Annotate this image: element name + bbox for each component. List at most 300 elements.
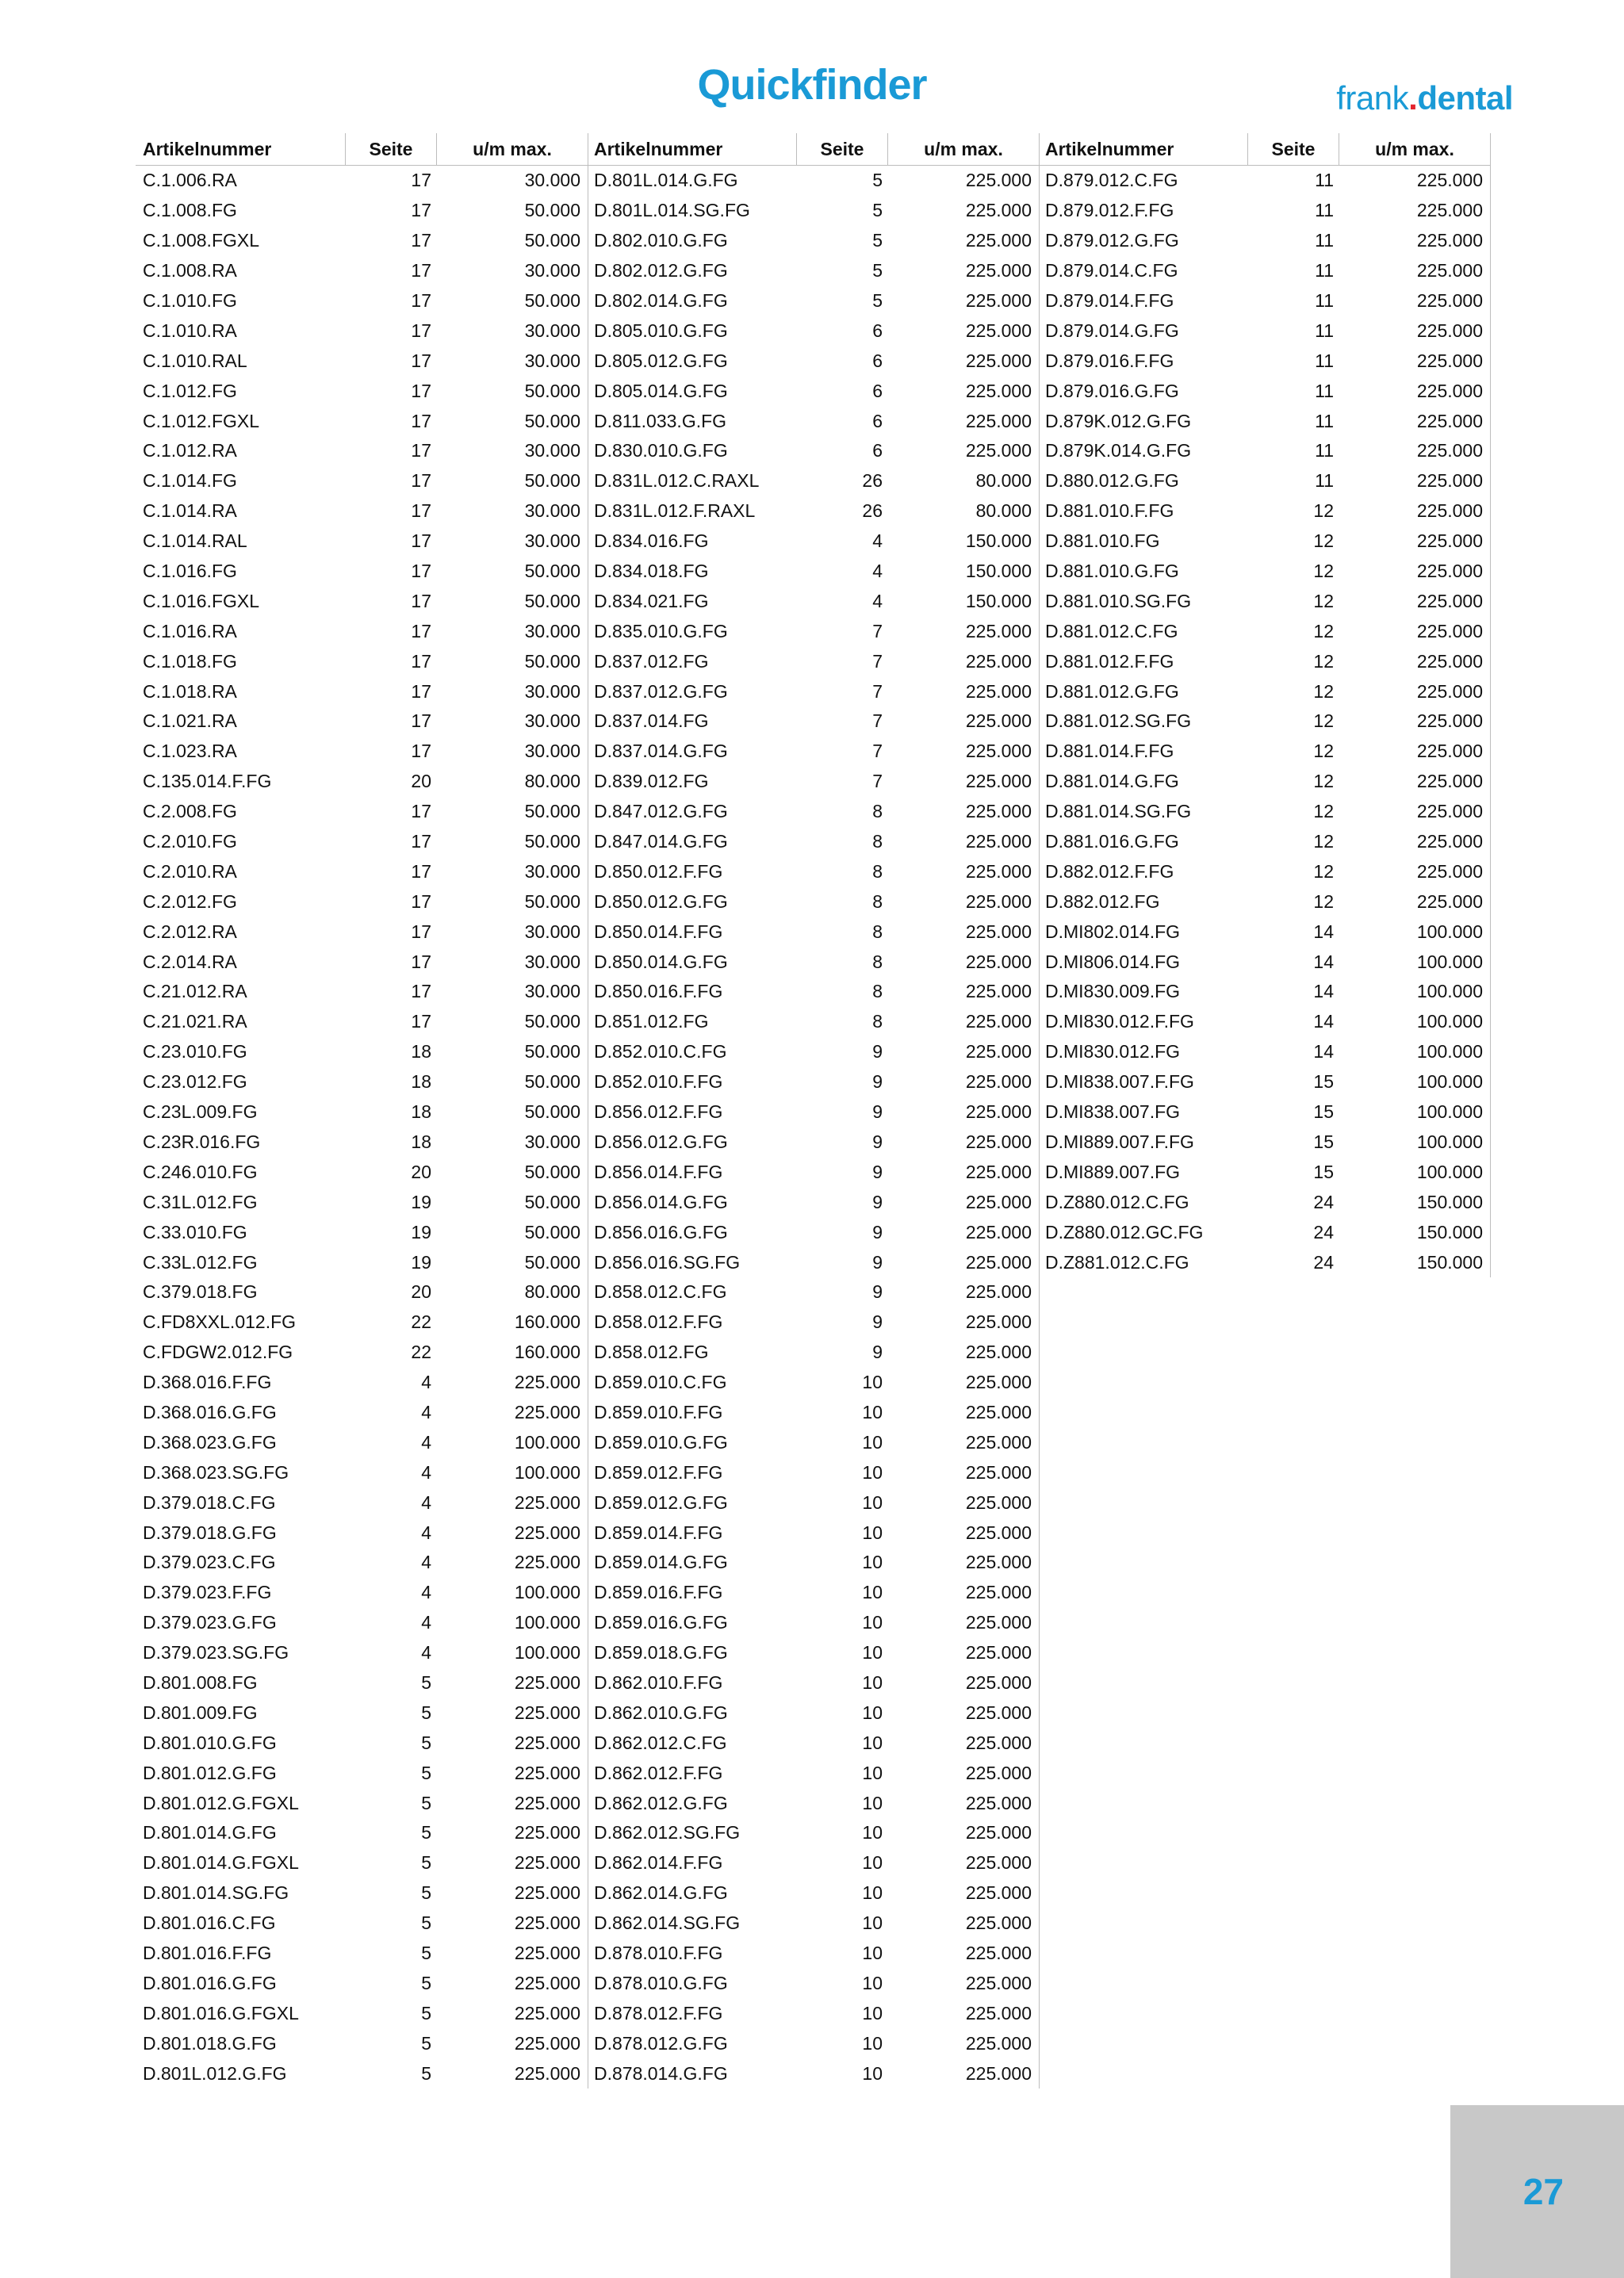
max-rpm-cell: 225.000 (514, 1852, 580, 1874)
page-cell: 10 (862, 1522, 883, 1543)
page-cell: 12 (1313, 710, 1334, 732)
article-number-cell: D.801.016.C.FG (143, 1912, 276, 1934)
max-rpm-cell: 30.000 (524, 680, 580, 702)
max-rpm-cell: 225.000 (1416, 860, 1483, 882)
article-number-cell: D.802.012.G.FG (594, 260, 728, 281)
table-row (136, 1487, 588, 1518)
page-cell: 6 (872, 350, 883, 371)
table-row (1038, 557, 1490, 587)
article-number-cell: C.1.008.FG (143, 200, 237, 221)
article-number-cell: D.879.014.G.FG (1045, 320, 1179, 341)
page-cell: 17 (411, 230, 431, 251)
article-number-cell: D.850.014.F.FG (594, 921, 723, 942)
max-rpm-cell: 225.000 (965, 380, 1032, 401)
table-row (1038, 496, 1490, 526)
page-cell: 9 (872, 1131, 883, 1152)
table-column-2 (587, 133, 1040, 2088)
article-number-cell: D.862.010.G.FG (594, 1702, 728, 1723)
article-number-cell: C.1.014.RAL (143, 530, 247, 552)
page-cell: 18 (411, 1041, 431, 1062)
article-number-cell: D.379.023.C.FG (143, 1552, 276, 1573)
article-number-cell: D.830.010.G.FG (594, 440, 728, 461)
table-row (136, 977, 588, 1007)
article-number-cell: C.1.018.RA (143, 680, 237, 702)
table-row (587, 1638, 1039, 1668)
article-number-cell: D.858.012.FG (594, 1342, 709, 1363)
table-row (136, 1277, 588, 1307)
page-cell: 5 (872, 290, 883, 311)
table-row (136, 1909, 588, 1939)
page-cell: 12 (1313, 590, 1334, 611)
page-cell: 6 (872, 380, 883, 401)
max-rpm-cell: 225.000 (1416, 440, 1483, 461)
table-row (587, 616, 1039, 646)
table-row (136, 1548, 588, 1578)
page-cell: 4 (421, 1491, 431, 1513)
article-number-cell: D.881.010.FG (1045, 530, 1160, 552)
article-number-cell: D.801.018.G.FG (143, 2032, 277, 2054)
article-number-cell: D.847.014.G.FG (594, 831, 728, 852)
table-row (587, 1698, 1039, 1728)
page-cell: 4 (872, 530, 883, 552)
table-row (136, 947, 588, 977)
table-row (587, 1939, 1039, 1969)
max-rpm-cell: 225.000 (514, 1882, 580, 1904)
table-row (587, 1668, 1039, 1698)
max-rpm-cell: 100.000 (1416, 1161, 1483, 1182)
article-number-cell: D.MI830.012.F.FG (1045, 1011, 1194, 1032)
table-row (587, 947, 1039, 977)
max-rpm-cell: 225.000 (965, 1642, 1032, 1664)
max-rpm-cell: 225.000 (965, 1161, 1032, 1182)
table-row (1038, 646, 1490, 676)
page-cell: 17 (411, 170, 431, 191)
table-rows (136, 166, 588, 2088)
page-cell: 10 (862, 1972, 883, 1993)
max-rpm-cell: 225.000 (965, 1912, 1032, 1934)
article-number-cell: D.837.014.G.FG (594, 741, 728, 762)
article-number-cell: D.856.012.F.FG (594, 1101, 723, 1123)
table-row (136, 767, 588, 797)
max-rpm-cell: 50.000 (524, 1221, 580, 1242)
max-rpm-cell: 160.000 (514, 1342, 580, 1363)
article-number-cell: C.1.010.RAL (143, 350, 247, 371)
article-number-cell: D.859.018.G.FG (594, 1642, 728, 1664)
article-number-cell: C.23.012.FG (143, 1071, 247, 1093)
article-number-cell: D.880.012.G.FG (1045, 470, 1179, 492)
max-rpm-cell: 225.000 (1416, 831, 1483, 852)
max-rpm-cell: 225.000 (1416, 350, 1483, 371)
article-number-cell: D.368.016.F.FG (143, 1372, 272, 1393)
page-cell: 17 (411, 320, 431, 341)
table-row (1038, 1097, 1490, 1128)
article-number-cell: D.835.010.G.FG (594, 620, 728, 641)
page-cell: 5 (421, 1762, 431, 1783)
max-rpm-cell: 80.000 (524, 1281, 580, 1303)
max-rpm-cell: 30.000 (524, 1131, 580, 1152)
page-cell: 11 (1315, 320, 1334, 341)
max-rpm-cell: 30.000 (524, 921, 580, 942)
table-row (587, 706, 1039, 737)
page-cell: 17 (411, 470, 431, 492)
article-number-cell: D.831L.012.F.RAXL (594, 500, 756, 522)
max-rpm-cell: 225.000 (965, 2032, 1032, 2054)
page-cell: 10 (862, 1912, 883, 1934)
table-row (1038, 947, 1490, 977)
max-rpm-cell: 225.000 (965, 1342, 1032, 1363)
header-article-number: Artikelnummer (587, 133, 797, 165)
max-rpm-cell: 50.000 (524, 590, 580, 611)
max-rpm-cell: 100.000 (514, 1642, 580, 1664)
page-cell: 10 (862, 1552, 883, 1573)
max-rpm-cell: 225.000 (514, 1671, 580, 1693)
table-row (587, 1217, 1039, 1247)
article-number-cell: D.801L.014.G.FG (594, 170, 738, 191)
max-rpm-cell: 80.000 (975, 500, 1032, 522)
article-number-cell: D.837.012.G.FG (594, 680, 728, 702)
page-cell: 10 (862, 1942, 883, 1963)
table-row (1038, 616, 1490, 646)
max-rpm-cell: 150.000 (965, 530, 1032, 552)
page-cell: 24 (1313, 1191, 1334, 1212)
table-row (587, 466, 1039, 496)
page-cell: 17 (411, 951, 431, 972)
table-row (136, 496, 588, 526)
table-row (136, 586, 588, 616)
table-row (587, 646, 1039, 676)
max-rpm-cell: 225.000 (965, 1582, 1032, 1603)
article-number-cell: D.850.014.G.FG (594, 951, 728, 972)
page-cell: 10 (862, 1792, 883, 1813)
page-cell: 14 (1313, 981, 1334, 1002)
table-row (136, 1638, 588, 1668)
page-cell: 12 (1313, 771, 1334, 792)
page-cell: 12 (1313, 680, 1334, 702)
max-rpm-cell: 225.000 (514, 2062, 580, 2084)
table-row (136, 1518, 588, 1548)
table-row (587, 1728, 1039, 1758)
table-row (136, 2028, 588, 2058)
max-rpm-cell: 225.000 (965, 1401, 1032, 1422)
article-number-cell: D.878.010.F.FG (594, 1942, 723, 1963)
page-cell: 11 (1315, 440, 1334, 461)
article-number-cell: C.33L.012.FG (143, 1251, 258, 1273)
max-rpm-cell: 225.000 (965, 1311, 1032, 1333)
header-page: Seite (346, 133, 437, 165)
article-number-cell: D.879.012.G.FG (1045, 230, 1179, 251)
article-number-cell: D.Z881.012.C.FG (1045, 1251, 1189, 1273)
table-row (136, 1939, 588, 1969)
max-rpm-cell: 100.000 (1416, 1131, 1483, 1152)
table-row (587, 376, 1039, 406)
table-row (1038, 526, 1490, 557)
page-cell: 4 (421, 1372, 431, 1393)
article-number-cell: D.801.010.G.FG (143, 1732, 277, 1753)
max-rpm-cell: 225.000 (965, 2002, 1032, 2023)
page-cell: 17 (411, 440, 431, 461)
article-number-cell: C.1.018.FG (143, 650, 237, 672)
page-cell: 17 (411, 650, 431, 672)
max-rpm-cell: 225.000 (514, 1942, 580, 1963)
article-number-cell: D.862.010.F.FG (594, 1671, 723, 1693)
article-number-cell: D.856.012.G.FG (594, 1131, 728, 1152)
max-rpm-cell: 225.000 (965, 1942, 1032, 1963)
max-rpm-cell: 225.000 (965, 1852, 1032, 1874)
table-row (136, 557, 588, 587)
article-number-cell: C.1.008.FGXL (143, 230, 260, 251)
article-number-cell: C.23L.009.FG (143, 1101, 258, 1123)
max-rpm-cell: 100.000 (514, 1431, 580, 1453)
table-row (1038, 1128, 1490, 1158)
article-number-cell: D.881.010.G.FG (1045, 561, 1179, 582)
table-row (587, 1548, 1039, 1578)
table-row (587, 676, 1039, 706)
max-rpm-cell: 225.000 (965, 1882, 1032, 1904)
page-cell: 8 (872, 1011, 883, 1032)
page-cell: 18 (411, 1071, 431, 1093)
table-row (136, 1338, 588, 1368)
table-row (136, 827, 588, 857)
page-cell: 4 (421, 1582, 431, 1603)
article-number-cell: D.850.016.F.FG (594, 981, 723, 1002)
page-cell: 4 (421, 1431, 431, 1453)
page-cell: 10 (862, 1822, 883, 1843)
table-row (587, 1037, 1039, 1067)
page-cell: 17 (411, 890, 431, 912)
table-row (587, 1338, 1039, 1368)
article-number-cell: D.862.014.G.FG (594, 1882, 728, 1904)
header-max-rpm: u/m max. (473, 139, 552, 159)
page-cell: 5 (421, 2032, 431, 2054)
article-number-cell: D.862.014.SG.FG (594, 1912, 741, 1934)
article-number-cell: C.2.014.RA (143, 951, 237, 972)
page-cell: 10 (862, 2002, 883, 2023)
article-number-cell: D.852.010.C.FG (594, 1041, 727, 1062)
page-cell: 14 (1313, 921, 1334, 942)
table-row (136, 706, 588, 737)
table-row (136, 256, 588, 286)
page-cell: 9 (872, 1221, 883, 1242)
max-rpm-cell: 50.000 (524, 890, 580, 912)
page-cell: 6 (872, 440, 883, 461)
max-rpm-cell: 225.000 (1416, 230, 1483, 251)
table-row (136, 1608, 588, 1638)
table-row (136, 316, 588, 346)
table-row (1038, 827, 1490, 857)
page-cell: 9 (872, 1281, 883, 1303)
max-rpm-cell: 30.000 (524, 951, 580, 972)
page-cell: 11 (1315, 380, 1334, 401)
article-number-cell: D.859.014.F.FG (594, 1522, 723, 1543)
page-cell: 4 (421, 1461, 431, 1483)
table-row (587, 586, 1039, 616)
page-number-box (1450, 2105, 1624, 2278)
table-row (1038, 256, 1490, 286)
page-cell: 6 (872, 410, 883, 431)
article-number-cell: C.1.016.FG (143, 561, 237, 582)
page-cell: 8 (872, 981, 883, 1002)
page-cell: 26 (862, 470, 883, 492)
article-number-cell: D.859.014.G.FG (594, 1552, 728, 1573)
article-number-cell: D.856.014.G.FG (594, 1191, 728, 1212)
article-number-cell: D.MI889.007.FG (1045, 1161, 1181, 1182)
page-cell: 12 (1313, 561, 1334, 582)
page-cell: 17 (411, 680, 431, 702)
max-rpm-cell: 225.000 (1416, 500, 1483, 522)
max-rpm-cell: 225.000 (514, 2032, 580, 2054)
table-row (136, 1668, 588, 1698)
max-rpm-cell: 100.000 (514, 1612, 580, 1633)
table-row (136, 406, 588, 436)
max-rpm-cell: 30.000 (524, 530, 580, 552)
table-row (587, 856, 1039, 886)
page-cell: 5 (421, 1972, 431, 1993)
page-cell: 15 (1313, 1071, 1334, 1093)
page-cell: 14 (1313, 1011, 1334, 1032)
article-number-cell: D.882.012.F.FG (1045, 860, 1174, 882)
max-rpm-cell: 225.000 (1416, 650, 1483, 672)
table-row (136, 2058, 588, 2088)
table-row (136, 1037, 588, 1067)
article-number-cell: D.878.012.F.FG (594, 2002, 723, 2023)
article-number-cell: D.801.009.FG (143, 1702, 258, 1723)
article-number-cell: D.802.010.G.FG (594, 230, 728, 251)
table-row (587, 226, 1039, 256)
page-cell: 5 (421, 2062, 431, 2084)
table-header (1038, 133, 1490, 166)
page-cell: 12 (1313, 831, 1334, 852)
table-row (587, 1818, 1039, 1848)
max-rpm-cell: 225.000 (514, 1552, 580, 1573)
table-row (136, 166, 588, 196)
max-rpm-cell: 50.000 (524, 801, 580, 822)
page-cell: 8 (872, 890, 883, 912)
max-rpm-cell: 30.000 (524, 440, 580, 461)
article-number-cell: D.850.012.G.FG (594, 890, 728, 912)
max-rpm-cell: 50.000 (524, 650, 580, 672)
page-cell: 10 (862, 2032, 883, 2054)
table-row (136, 1818, 588, 1848)
table-row (587, 1909, 1039, 1939)
article-number-cell: D.837.014.FG (594, 710, 709, 732)
max-rpm-cell: 225.000 (965, 1431, 1032, 1453)
table-row (587, 436, 1039, 466)
table-row (587, 797, 1039, 827)
page-cell: 17 (411, 260, 431, 281)
max-rpm-cell: 225.000 (965, 1612, 1032, 1633)
max-rpm-cell: 225.000 (514, 1792, 580, 1813)
page-cell: 7 (872, 620, 883, 641)
page-cell: 11 (1315, 230, 1334, 251)
table-row (1038, 436, 1490, 466)
header-page: Seite (1248, 133, 1339, 165)
header-article-number: Artikelnummer (1038, 133, 1248, 165)
max-rpm-cell: 30.000 (524, 981, 580, 1002)
table-row (1038, 917, 1490, 947)
article-number-cell: D.MI830.009.FG (1045, 981, 1181, 1002)
max-rpm-cell: 50.000 (524, 470, 580, 492)
max-rpm-cell: 225.000 (965, 860, 1032, 882)
page-cell: 6 (872, 320, 883, 341)
article-number-cell: D.879K.014.G.FG (1045, 440, 1192, 461)
max-rpm-cell: 150.000 (1416, 1251, 1483, 1273)
article-number-cell: D.879.014.C.FG (1045, 260, 1178, 281)
max-rpm-cell: 225.000 (965, 1461, 1032, 1483)
max-rpm-cell: 225.000 (965, 890, 1032, 912)
table-row (587, 1998, 1039, 2028)
table-row (136, 376, 588, 406)
table-row (136, 1878, 588, 1909)
article-number-cell: D.MI830.012.FG (1045, 1041, 1181, 1062)
page-cell: 5 (421, 1792, 431, 1813)
table-row (587, 316, 1039, 346)
max-rpm-cell: 50.000 (524, 1011, 580, 1032)
page-cell: 19 (411, 1191, 431, 1212)
max-rpm-cell: 150.000 (965, 590, 1032, 611)
page-cell: 5 (421, 1702, 431, 1723)
article-number-cell: D.368.023.G.FG (143, 1431, 277, 1453)
table-row (136, 1157, 588, 1187)
max-rpm-cell: 225.000 (965, 1762, 1032, 1783)
article-number-cell: D.879.012.F.FG (1045, 200, 1174, 221)
page-cell: 5 (872, 260, 883, 281)
max-rpm-cell: 225.000 (965, 2062, 1032, 2084)
article-number-cell: C.1.010.FG (143, 290, 237, 311)
max-rpm-cell: 160.000 (514, 1311, 580, 1333)
max-rpm-cell: 225.000 (965, 1522, 1032, 1543)
article-number-cell: C.33.010.FG (143, 1221, 247, 1242)
page-cell: 18 (411, 1101, 431, 1123)
page-cell: 10 (862, 1882, 883, 1904)
page-cell: 4 (421, 1552, 431, 1573)
table-row (1038, 286, 1490, 316)
page-cell: 4 (872, 590, 883, 611)
table-row (587, 496, 1039, 526)
page-cell: 7 (872, 741, 883, 762)
page-cell: 7 (872, 771, 883, 792)
page-cell: 12 (1313, 741, 1334, 762)
page-cell: 4 (421, 1642, 431, 1664)
max-rpm-cell: 225.000 (965, 741, 1032, 762)
page-cell: 20 (411, 1161, 431, 1182)
max-rpm-cell: 50.000 (524, 1071, 580, 1093)
table-row (587, 2028, 1039, 2058)
page-cell: 22 (411, 1311, 431, 1333)
max-rpm-cell: 225.000 (514, 1822, 580, 1843)
table-row (1038, 1187, 1490, 1217)
page-cell: 24 (1313, 1251, 1334, 1273)
max-rpm-cell: 30.000 (524, 741, 580, 762)
max-rpm-cell: 225.000 (514, 1732, 580, 1753)
article-number-cell: D.862.014.F.FG (594, 1852, 723, 1874)
table-row (136, 1217, 588, 1247)
table-row (136, 1998, 588, 2028)
article-number-cell: D.837.012.FG (594, 650, 709, 672)
article-number-cell: C.21.021.RA (143, 1011, 247, 1032)
article-number-cell: C.1.006.RA (143, 170, 237, 191)
table-row (1038, 676, 1490, 706)
max-rpm-cell: 225.000 (1416, 801, 1483, 822)
table-row (587, 1968, 1039, 1998)
max-rpm-cell: 225.000 (965, 1732, 1032, 1753)
table-row (1038, 1217, 1490, 1247)
table-row (1038, 977, 1490, 1007)
table-row (587, 346, 1039, 376)
table-row (587, 886, 1039, 917)
article-number-cell: D.801.014.G.FG (143, 1822, 277, 1843)
page-cell: 17 (411, 860, 431, 882)
table-row (136, 466, 588, 496)
